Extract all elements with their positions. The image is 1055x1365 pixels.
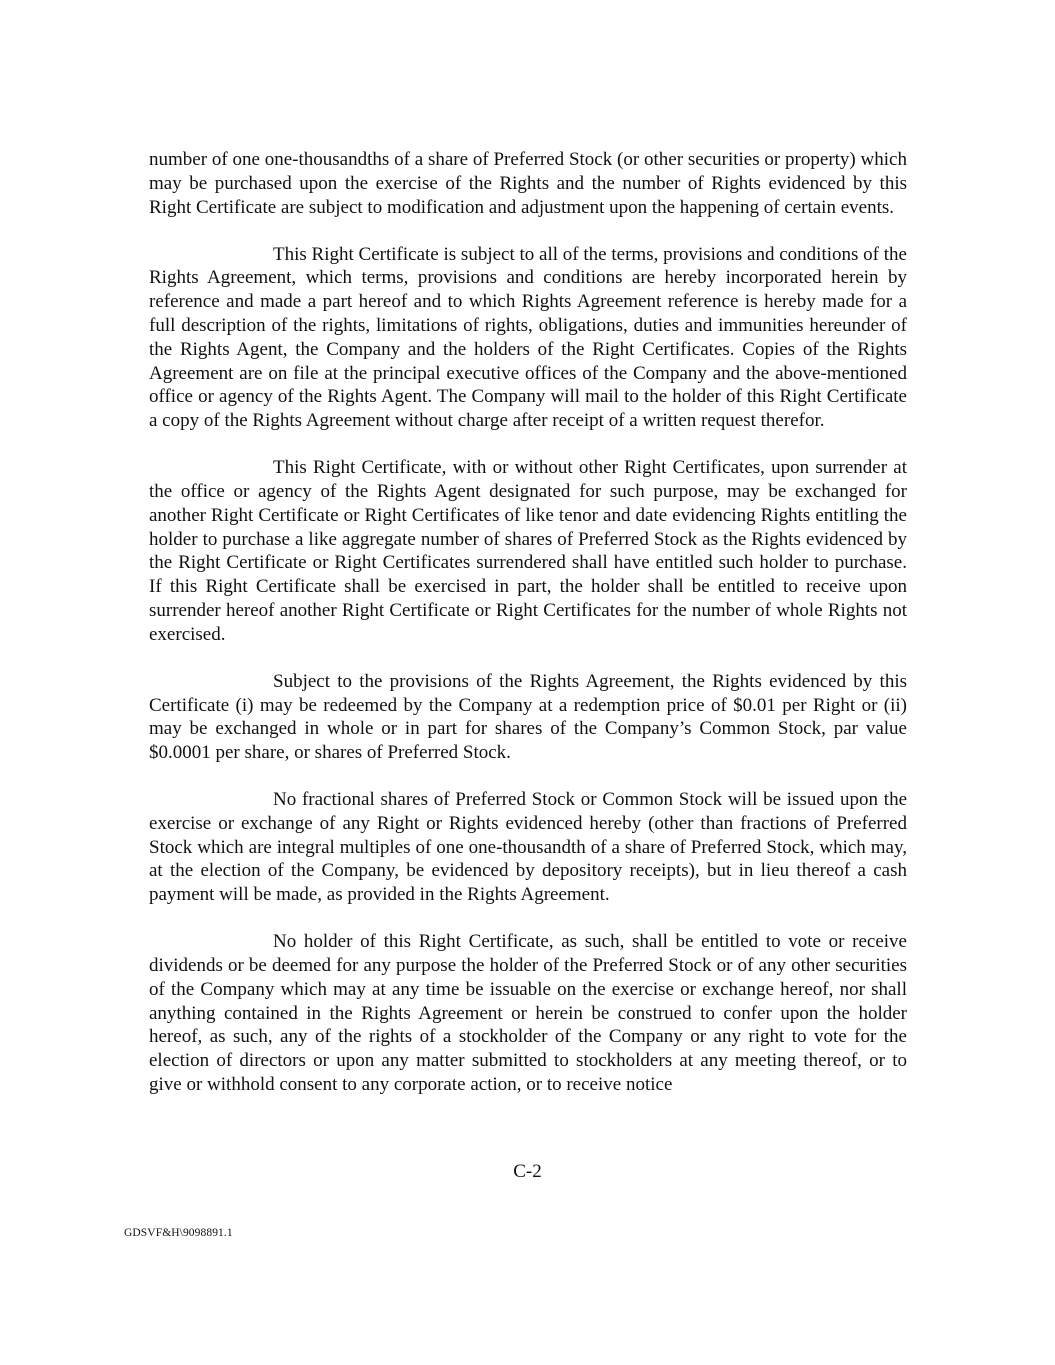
page-number: C-2 bbox=[513, 1161, 542, 1182]
paragraph-terms-and-conditions: This Right Certificate is subject to all of the terms, provisions and conditions of the Rights Agreement, which terms, provisions and conditions are hereby incorporated herein by reference and made a part hereof and to which Rights Agreement reference is hereby made for a full description of the rights, limitations of rights, obligations, duties and immunities hereunder of the Rights Agent, the Company and the holders of the Right Certificates. Copies of the Rights Agreement are on file at the principal executive offices of the Company and the above-mentioned office or agency of the Rights Agent. The Company will mail to the holder of this Right Certificate a copy of the Rights Agreement without charge after receipt of a written request therefor. bbox=[149, 243, 907, 432]
paragraph-surrender-exchange: This Right Certificate, with or without other Right Certificates, upon surrender at the office or agency of the Rights Agent designated for such purpose, may be exchanged for another Right Certificate or Right Certificates of like tenor and date evidencing Rights entitling the holder to purchase a like aggregate number of shares of Preferred Stock as the Rights evidenced by the Right Certificate or Right Certificates surrendered shall have entitled such holder to purchase. If this Right Certificate shall be exercised in part, the holder shall be entitled to receive upon surrender hereof another Right Certificate or Right Certificates for the number of whole Rights not exercised. bbox=[149, 457, 907, 645]
paragraph-fractional-shares: No fractional shares of Preferred Stock or Common Stock will be issued upon the exercise or exchange of any Right or Rights evidenced hereby (other than fractions of Preferred Stock which are integral multiples of one one-thousandth of a share of Preferred Stock, which may, at the election of the Company, be evidenced by depository receipts), but in lieu thereof a cash payment will be made, as provided in the Rights Agreement. bbox=[149, 789, 907, 906]
document-body bbox=[149, 148, 907, 1097]
paragraph-continued: number of one one-thousandths of a share of Preferred Stock (or other securities or property) which may be purchased upon the exercise of the Rights and the number of Rights evidenced by this Right Certificate are subject to modification and adjustment upon the happening of certain events. bbox=[149, 149, 907, 218]
paragraph-holder-rights: No holder of this Right Certificate, as such, shall be entitled to vote or receive dividends or be deemed for any purpose the holder of the Preferred Stock or of any other securities of the Company which may at any time be issuable on the exercise or exchange hereof, nor shall anything contained in the Rights Agreement or herein be construed to confer upon the holder hereof, as such, any of the rights of a stockholder of the Company or any right to vote for the election of directors or upon any matter submitted to stockholders at any meeting thereof, or to give or withhold consent to any corporate action, or to receive notice bbox=[149, 931, 907, 1096]
paragraph-redemption: Subject to the provisions of the Rights Agreement, the Rights evidenced by this Certificate (i) may be redeemed by the Company at a redemption price of $0.01 per Right or (ii) may be exchanged in whole or in part for shares of the Company’s Common Stock, par value $0.0001 per share, or shares of Preferred Stock. bbox=[149, 670, 907, 764]
document-id-footer: GDSVF&H\9098891.1 bbox=[124, 1227, 233, 1239]
